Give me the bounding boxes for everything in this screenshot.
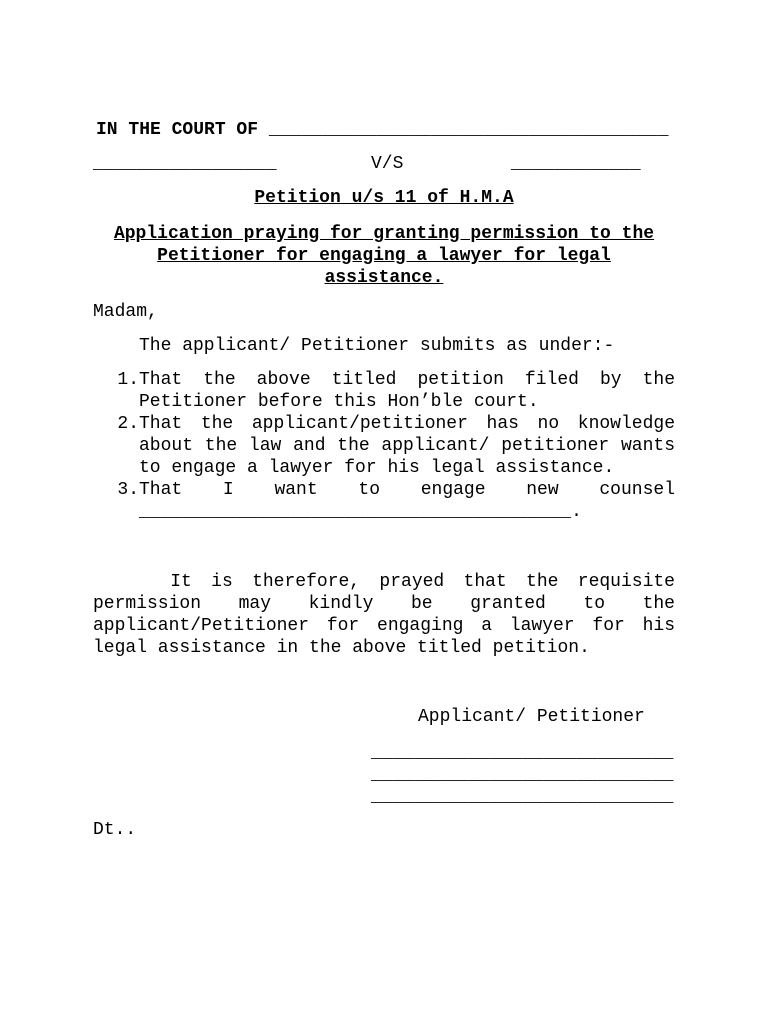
application-heading-line2: Petitioner for engaging a lawyer for legal — [157, 246, 611, 266]
list-item — [139, 479, 675, 523]
prayer-line: legal assistance in the above titled petition. — [93, 638, 590, 658]
date-label: Dt.. — [93, 820, 137, 840]
list-item — [139, 369, 675, 413]
prayer-paragraph — [93, 571, 675, 659]
intro-paragraph: The applicant/ Petitioner submits as under:- — [139, 336, 615, 356]
signature-line: ____________________________ — [371, 765, 674, 785]
application-heading-line3: assistance. — [324, 268, 444, 288]
vs-label: V/S — [371, 154, 404, 174]
list-item-line: to engage a lawyer for his legal assistance. — [139, 458, 615, 478]
list-item-line: That the applicant/petitioner has no knowledge — [139, 414, 675, 434]
list-item-number: 1. — [117, 370, 139, 390]
list-item — [139, 413, 675, 479]
document-page — [93, 0, 675, 1024]
vs-right-blank: ____________ — [511, 154, 641, 174]
court-line: IN THE COURT OF _____________________________________ — [96, 120, 669, 140]
list-item-line: ________________________________________. — [139, 502, 582, 522]
signature-line: ____________________________ — [371, 743, 674, 763]
vs-left-blank: _________________ — [93, 154, 277, 174]
list-item-line: That I want to engage new counsel — [139, 480, 675, 500]
signature-line: ____________________________ — [371, 787, 674, 807]
application-heading-line1: Application praying for granting permission to the — [113, 224, 655, 244]
prayer-line: permission may kindly be granted to the — [93, 594, 675, 614]
list-item-number: 3. — [117, 480, 139, 500]
salutation: Madam, — [93, 302, 158, 322]
list-item-number: 2. — [117, 414, 139, 434]
petition-title: Petition u/s 11 of H.M.A — [254, 188, 514, 208]
list-item-line: That the above titled petition filed by the — [139, 370, 675, 390]
prayer-line: applicant/Petitioner for engaging a lawyer for his — [93, 616, 675, 636]
signature-label: Applicant/ Petitioner — [418, 707, 645, 727]
list-item-line: Petitioner before this Hon’ble court. — [139, 392, 539, 412]
prayer-line: It is therefore, prayed that the requisite — [93, 572, 675, 592]
list-item-line: about the law and the applicant/ petitioner wants — [139, 436, 675, 456]
